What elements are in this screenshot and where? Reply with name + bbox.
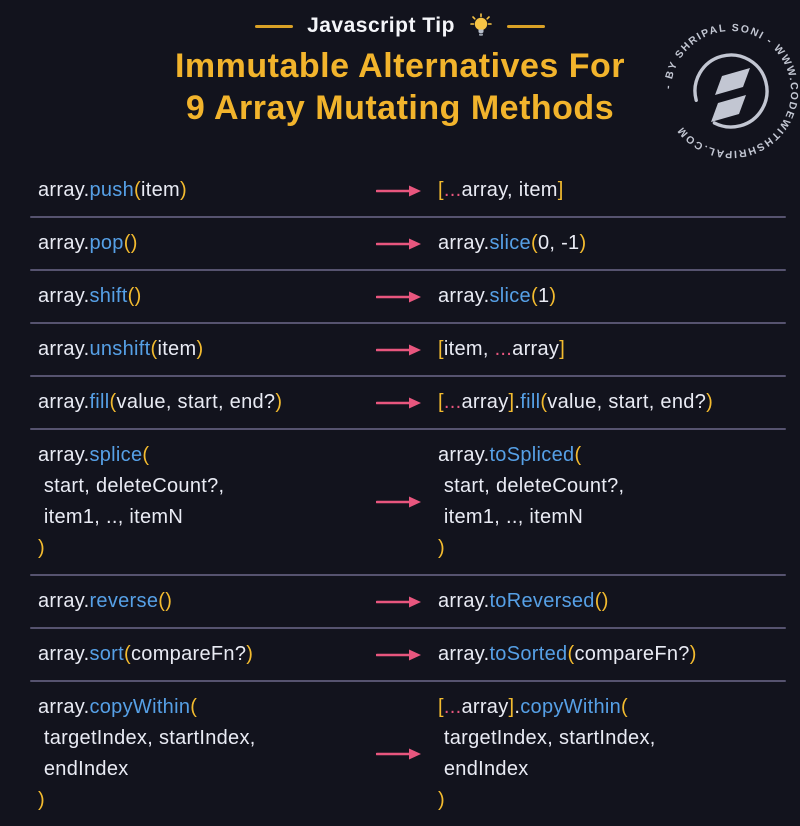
- immutable-code: array.toReversed(): [438, 590, 609, 612]
- immutable-code: array.slice(1): [438, 285, 557, 307]
- mutating-code: array.reverse(): [38, 590, 173, 612]
- arrow-right-icon: [376, 495, 438, 509]
- row-sort: [0, 629, 800, 680]
- lightbulb-icon: [469, 13, 493, 39]
- arrow-right-icon: [376, 343, 438, 357]
- mutating-code: array.fill(value, start, end?): [38, 391, 283, 413]
- row-copyWithin: [0, 682, 800, 826]
- arrow-right-icon: [376, 237, 438, 251]
- mutating-code: array.push(item): [38, 179, 187, 201]
- row-fill: [0, 377, 800, 428]
- badge-circular-text: - BY SHRIPAL SONI - WWW.CODEWITHSHRIPAL.COM: [662, 21, 800, 161]
- row-reverse: [0, 576, 800, 627]
- mutating-code: array.pop(): [38, 232, 138, 254]
- mutating-code: array.shift(): [38, 285, 142, 307]
- immutable-code: array.toSpliced( start, deleteCount?, item1, .., itemN ): [438, 444, 625, 559]
- row-splice: [0, 430, 800, 574]
- mutating-code: array.unshift(item): [38, 338, 204, 360]
- mutating-code: array.sort(compareFn?): [38, 643, 254, 665]
- tip-label: Javascript Tip: [307, 14, 455, 37]
- method-table: [0, 165, 800, 826]
- title-line-1: Immutable Alternatives For: [174, 47, 626, 85]
- arrow-right-icon: [376, 595, 438, 609]
- arrow-right-icon: [376, 747, 438, 761]
- row-pop: [0, 218, 800, 269]
- left-dash-decoration: [255, 25, 293, 28]
- right-dash-decoration: [507, 25, 545, 28]
- immutable-code: [...array].fill(value, start, end?): [438, 391, 714, 413]
- mutating-code: array.splice( start, deleteCount?, item1, .., itemN ): [38, 444, 225, 559]
- author-badge: [656, 16, 800, 166]
- title-line-2: 9 Array Mutating Methods: [185, 89, 615, 127]
- immutable-code: array.toSorted(compareFn?): [438, 643, 697, 665]
- immutable-code: [item, ...array]: [438, 338, 566, 360]
- row-push: [0, 165, 800, 216]
- row-shift: [0, 271, 800, 322]
- immutable-code: array.slice(0, -1): [438, 232, 587, 254]
- arrow-right-icon: [376, 648, 438, 662]
- mutating-code: array.copyWithin( targetIndex, startIndex, endIndex ): [38, 696, 256, 811]
- arrow-right-icon: [376, 396, 438, 410]
- arrow-right-icon: [376, 290, 438, 304]
- shripal-s-logo-icon: [687, 47, 775, 135]
- immutable-code: [...array].copyWithin( targetIndex, startIndex, endIndex ): [438, 696, 656, 811]
- immutable-code: [...array, item]: [438, 179, 564, 201]
- row-unshift: [0, 324, 800, 375]
- arrow-right-icon: [376, 184, 438, 198]
